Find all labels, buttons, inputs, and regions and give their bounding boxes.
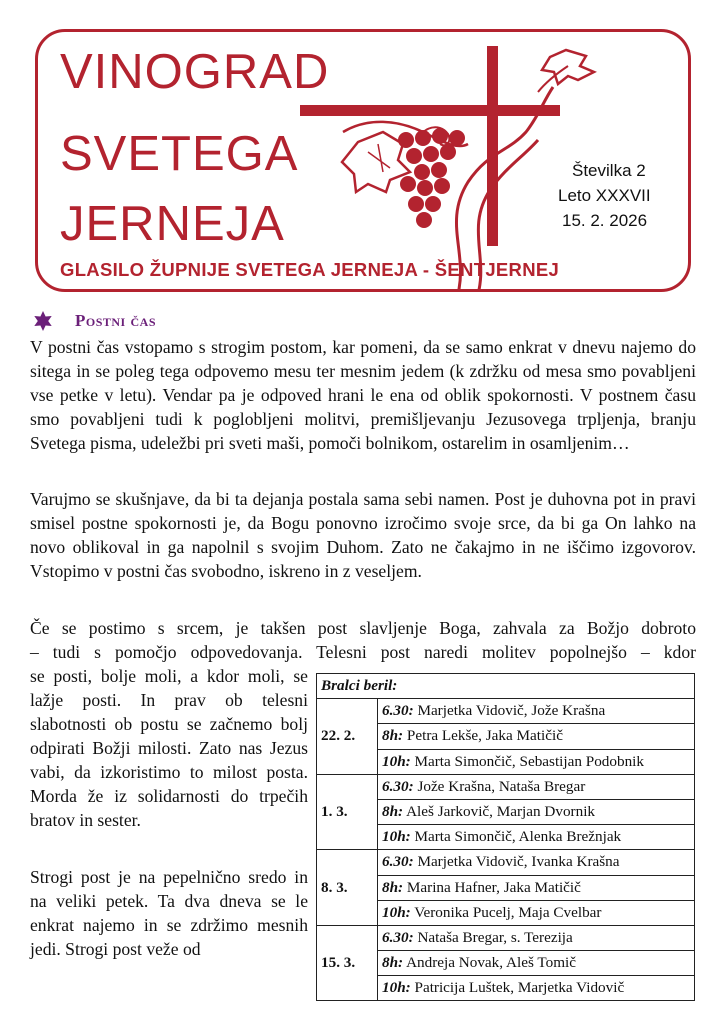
readers-title: Bralci beril:: [317, 674, 695, 699]
issue-date: 15. 2. 2026: [562, 211, 648, 230]
paragraph-3-line-2: – tudi s pomočjo odpovedovanja. Telesni post naredi molitev popolnejšo – kdor: [30, 642, 696, 662]
star-icon: [33, 311, 53, 331]
reader-cell: 6.30: Nataša Bregar, s. Terezija: [378, 925, 695, 950]
article-title: Postni čas: [75, 311, 156, 330]
reader-cell: 8h: Andreja Novak, Aleš Tomič: [378, 951, 695, 976]
readers-table: [316, 673, 695, 1001]
table-row: [317, 699, 695, 724]
issue-volume: Leto XXXVII: [558, 186, 651, 205]
table-header-row: [317, 674, 695, 699]
date-cell: 15. 3.: [317, 925, 378, 1001]
issue-info: [558, 158, 668, 233]
issue-number: Številka 2: [572, 161, 646, 180]
paragraph-3-line-1: Če se postimo s srcem, je takšen post slavljenje Boga, zahvala za Božjo dobroto: [30, 618, 696, 638]
reader-cell: 10h: Patricija Luštek, Marjetka Vidovič: [378, 976, 695, 1001]
reader-cell: 10h: Marta Simončič, Sebastijan Podobnik: [378, 749, 695, 774]
reader-cell: 8h: Petra Lekše, Jaka Matičič: [378, 724, 695, 749]
table-row: [317, 850, 695, 875]
table-row: [317, 774, 695, 799]
date-cell: 1. 3.: [317, 774, 378, 850]
masthead-subtitle: GLASILO ŽUPNIJE SVETEGA JERNEJA - ŠENTJERNEJ: [60, 259, 560, 280]
reader-cell: 10h: Marta Simončič, Alenka Brežnjak: [378, 825, 695, 850]
table-row: [317, 925, 695, 950]
article-heading: [33, 311, 156, 331]
reader-cell: 10h: Veronika Pucelj, Maja Cvelbar: [378, 900, 695, 925]
reader-cell: 8h: Marina Hafner, Jaka Matičič: [378, 875, 695, 900]
masthead-title-line-3: JERNEJA: [60, 197, 285, 251]
reader-cell: 6.30: Jože Krašna, Nataša Bregar: [378, 774, 695, 799]
paragraph-3-continued: se posti, bolje moli, a kdor moli, se lažje posti. In prav ob telesni slabotnosti ob postu se začnemo bolj odpirati Božji milosti. Zato nas Jezus vabi, da izkoristimo to milost posta. Morda že iz solidarnosti do trpečih bratov in sester.: [30, 666, 308, 830]
masthead-title-line-2: SVETEGA: [60, 127, 299, 181]
paragraph-2: Varujmo se skušnjave, da bi ta dejanja postala sama sebi namen. Post je duhovna pot in pravi smisel postne spokornosti je, da Bogu ponovno izročimo svoje srce, da bi ga On lahko na novo oblikoval in ga napolnil s svojim Duhom. Zato ne čakajmo in ne iščimo izgovorov. Vstopimo v postni čas svobodno, iskreno in z veseljem.: [30, 489, 696, 581]
masthead-title-line-1: VINOGRAD: [60, 45, 330, 99]
paragraph-4: Strogi post je na pepelnično sredo in na veliki petek. Ta dva dneva se le enkrat najemo in se zdržimo mesnih jedi. Strogi post veže od: [30, 867, 308, 959]
date-cell: 8. 3.: [317, 850, 378, 926]
paragraph-1: V postni čas vstopamo s strogim postom, kar pomeni, da se samo enkrat v dnevu najemo do sitega in se poleg tega odpovemo mesu ter mesnim jedem (k zdržku od mesa smo povabljeni vse petke v letu). Vendar pa je odpoved hrani le ena od oblik spokornosti. V postnem času smo povabljeni tudi k poglobljeni molitvi, premišljevanju Jezusovega trpljenja, branju Svetega pisma, udeležbi pri sveti maši, pomoči bolnikom, ostarelim in osamljenim…: [30, 337, 696, 453]
reader-cell: 6.30: Marjetka Vidovič, Ivanka Krašna: [378, 850, 695, 875]
reader-cell: 6.30: Marjetka Vidovič, Jože Krašna: [378, 699, 695, 724]
date-cell: 22. 2.: [317, 699, 378, 775]
reader-cell: 8h: Aleš Jarkovič, Marjan Dvornik: [378, 799, 695, 824]
